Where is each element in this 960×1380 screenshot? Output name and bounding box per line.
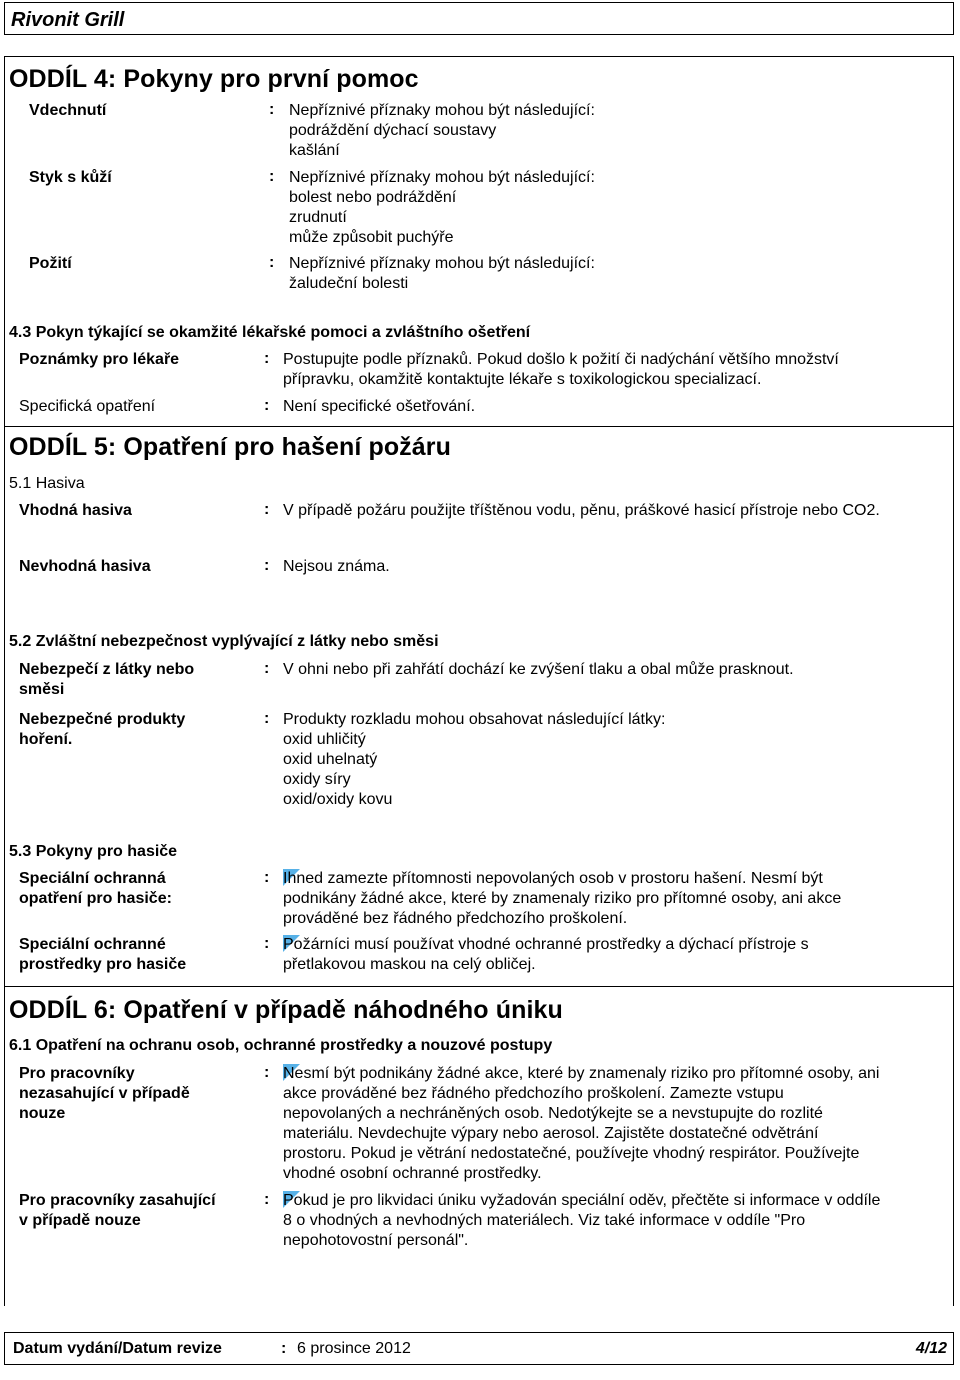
header-box — [4, 2, 954, 35]
label-combustion-products: Nebezpečné produkty hoření. — [19, 711, 186, 748]
emergency-text: Pokud je pro likvidaci úniku vyžadován speciální oděv, přečtěte si informace v oddíle 8 o vhodných a nevhodných materiálech. Viz také informace v oddíle "Pro nepohotovostní personál". — [283, 1192, 881, 1249]
colon: : — [264, 660, 270, 677]
subsection-4-3: 4.3 Pokyn týkající se okamžité lékařské pomoci a zvláštního ošetření — [9, 324, 531, 341]
colon: : — [264, 1064, 270, 1081]
non-emergency-text: Nesmí být podnikány žádné akce, které by znamenaly riziko pro přítomné osoby, ani akce prováděné bez řádného předchozího proškolení. Zamezte vstupu nepovolaných a nechráněných osob. Nedotýkejte se a nevstupujte do rozlité materiálu. Nevdechujte výpary nebo aerosol. Zajistěte dostatečné odvětrání prostoru. Pokud je větrání nedostatečné, používejte vhodný respirátor. Používejte vhodné osobní ochranné prostředky. — [283, 1065, 880, 1182]
specific-treatment-text: Není specifické ošetřování. — [283, 398, 476, 415]
label-hazards: Nebezpečí z látky nebo směsi — [19, 661, 195, 698]
label-ingestion: Požití — [29, 255, 72, 272]
special-equipment-text: Požárníci musí používat vhodné ochranné prostředky a dýchací přístroje s přetlakovou maskou na celý obličej. — [283, 936, 809, 973]
unsuitable-media-text: Nejsou známa. — [283, 558, 390, 575]
notes-physician-text: Postupujte podle příznaků. Pokud došlo k požití či nadýchání většího množství přípravku, okamžitě kontaktujte lékaře s toxikologickou specializací. — [283, 351, 839, 388]
label-special-actions: Speciální ochranná opatření pro hasiče: — [19, 870, 172, 907]
section-5-title: ODDÍL 5: Opatření pro hašení požáru — [9, 433, 451, 461]
subsection-5-1: 5.1 Hasiva — [9, 475, 85, 492]
colon: : — [269, 254, 275, 271]
subsection-5-3: 5.3 Pokyny pro hasiče — [9, 843, 178, 860]
label-inhalation: Vdechnutí — [29, 102, 107, 119]
ingestion-text: Nepříznivé příznaky mohou být následující: žaludeční bolesti — [289, 255, 595, 292]
label-suitable-media: Vhodná hasiva — [19, 502, 132, 519]
colon: : — [269, 101, 275, 118]
label-notes-physician: Poznámky pro lékaře — [19, 351, 180, 368]
colon: : — [264, 557, 270, 574]
label-unsuitable-media: Nevhodná hasiva — [19, 558, 151, 575]
hazards-text: V ohni nebo při zahřátí dochází ke zvýšení tlaku a obal může prasknout. — [283, 661, 794, 678]
company-name: Rivonit Grill — [11, 9, 125, 31]
label-specific-treatment: Specifická opatření — [19, 398, 156, 415]
suitable-media-text: V případě požáru použijte tříštěnou vodu, pěnu, práškové hasicí přístroje nebo CO2. — [283, 502, 880, 519]
special-actions-text: Ihned zamezte přítomnosti nepovolaných osob v prostoru hašení. Nesmí být podnikány žádné akce, které by znamenaly riziko pro přítomné osoby, ani akce prováděné bez řádného předchozího proškolení. — [283, 870, 842, 927]
colon: : — [264, 397, 270, 414]
footer-label: Datum vydání/Datum revize — [13, 1340, 222, 1357]
section-6-title: ODDÍL 6: Opatření v případě náhodného úniku — [9, 996, 563, 1024]
colon: : — [264, 869, 270, 886]
label-special-equipment: Speciální ochranné prostředky pro hasiče — [19, 936, 187, 973]
colon: : — [264, 710, 270, 727]
label-non-emergency: Pro pracovníky nezasahující v případě nouze — [19, 1065, 190, 1122]
skin-contact-text: Nepříznivé příznaky mohou být následující: bolest nebo podráždění zrudnutí může způsobit puchýře — [289, 169, 595, 246]
colon: : — [264, 501, 270, 518]
label-skin-contact: Styk s kůží — [29, 169, 112, 186]
footer-box — [4, 1332, 954, 1365]
colon: : — [269, 168, 275, 185]
combustion-products-text: Produkty rozkladu mohou obsahovat následující látky: oxid uhličitý oxid uhelnatý oxidy síry oxid/oxidy kovu — [283, 711, 666, 808]
footer-date: 6 prosince 2012 — [297, 1340, 411, 1357]
page-number: 4/12 — [915, 1340, 947, 1357]
subsection-5-2: 5.2 Zvláštní nebezpečnost vyplývající z látky nebo směsi — [9, 633, 439, 650]
colon: : — [264, 350, 270, 367]
inhalation-text: Nepříznivé příznaky mohou být následující: podráždění dýchací soustavy kašlání — [289, 102, 595, 159]
colon: : — [264, 935, 270, 952]
colon: : — [281, 1340, 287, 1357]
section-4-title: ODDÍL 4: Pokyny pro první pomoc — [9, 65, 419, 93]
label-emergency: Pro pracovníky zasahující v případě nouze — [19, 1192, 216, 1229]
colon: : — [264, 1191, 270, 1208]
subsection-6-1: 6.1 Opatření na ochranu osob, ochranné prostředky a nouzové postupy — [9, 1037, 553, 1054]
